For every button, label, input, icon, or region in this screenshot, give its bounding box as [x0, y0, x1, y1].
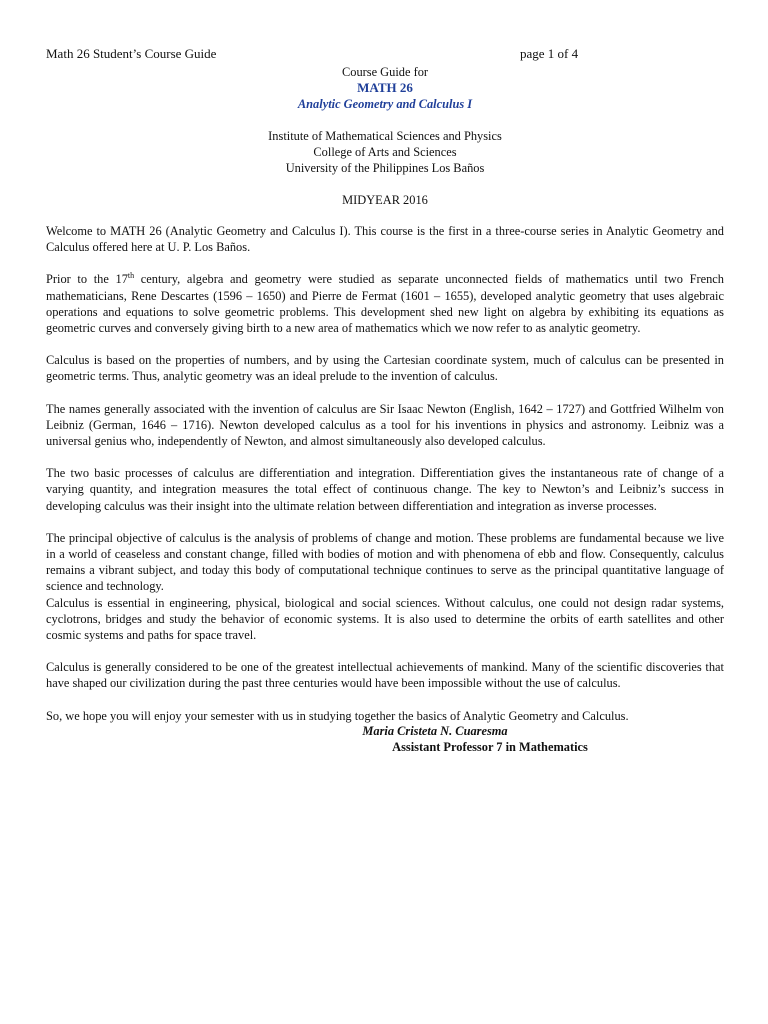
- paragraph-processes: The two basic processes of calculus are differentiation and integration. Differentiation gives the instantaneous rate of change of a varying quantity, and integration measures the total effect of continuous change. The key to Newton’s and Leibniz’s success in developing calculus was their insight into the ultimate relation between differentiation and integration as inverse processes.: [46, 466, 724, 513]
- paragraph-history: [46, 271, 724, 336]
- paragraph-cartesian: Calculus is based on the properties of numbers, and by using the Cartesian coordinate system, much of calculus can be presented in geometric terms. Thus, analytic geometry was an ideal prelude to the invention of calculus.: [46, 353, 724, 384]
- university-name: University of the Philippines Los Baños: [285, 161, 485, 175]
- college-name: College of Arts and Sciences: [313, 145, 457, 159]
- page-number: page 1 of 4: [520, 46, 579, 61]
- paragraph-achievement: Calculus is generally considered to be one of the greatest intellectual achievements of mankind. Many of the scientific discoveries that have shaped our civilization during the past three centuries would have been impossible without the use of calculus.: [46, 660, 724, 691]
- signatory-name: Maria Cristeta N. Cuaresma: [362, 723, 508, 738]
- course-guide-label: Course Guide for: [341, 65, 429, 79]
- signature-block: [46, 723, 724, 755]
- ordinal-suffix: th: [127, 271, 135, 281]
- course-code: MATH 26: [357, 80, 413, 95]
- body-text: [46, 223, 724, 724]
- paragraph-objective: The principal objective of calculus is the analysis of problems of change and motion. These problems are fundamental because we live in a world of ceaseless and constant change, filled with bodies of motion and with phenomena of ebb and flow. Consequently, calculus remains a vibrant subject, and today this body of computational technique continues to serve as the principal quantitative language of science and technology.: [46, 530, 724, 594]
- course-name: Analytic Geometry and Calculus I: [297, 97, 473, 111]
- institution-block: [46, 128, 724, 176]
- paragraph-applications: Calculus is essential in engineering, physical, biological and social sciences. Without calculus, one could not design radar systems, cyclotrons, bridges and study the behavior of economic systems. It is also used to determine the orbits of earth satellites and other cosmic systems and paths for space travel.: [46, 595, 724, 643]
- paragraph-welcome: Welcome to MATH 26 (Analytic Geometry and Calculus I). This course is the first in a three-course series in Analytic Geometry and Calculus offered here at U. P. Los Baños.: [46, 224, 724, 255]
- term-label: MIDYEAR 2016: [342, 193, 428, 207]
- institute-name: Institute of Mathematical Sciences and Physics: [268, 129, 502, 143]
- paragraph-history-start: Prior to the 17: [46, 272, 128, 287]
- paragraph-history-rest: century, algebra and geometry were studied as separate unconnected fields of mathematics until two French mathematicians, Rene Descartes (1596 – 1650) and Pierre de Fermat (1601 – 1655), developed analytic geometry that uses algebraic operations and equations to solve geometric problems. This development shed new light on algebra by exhibiting its equations as geometric curves and conversely giving birth to a new area of mathematics which we now refer to as analytic geometry.: [46, 272, 724, 336]
- document-title: Math 26 Student’s Course Guide: [46, 46, 217, 61]
- document-page: [46, 46, 724, 755]
- title-block: [46, 64, 724, 112]
- paragraph-inventors: The names generally associated with the invention of calculus are Sir Isaac Newton (English, 1642 – 1727) and Gottfried Wilhelm von Leibniz (German, 1646 – 1716). Newton developed calculus as a tool for his inventions in physics and astronomy. Leibniz was a universal genius who, independently of Newton, and almost simultaneously also developed calculus.: [46, 401, 724, 449]
- paragraph-closing: So, we hope you will enjoy your semester with us in studying together the basics of Analytic Geometry and Calculus.: [46, 708, 629, 723]
- running-header: [46, 46, 724, 64]
- signatory-position: Assistant Professor 7 in Mathematics: [392, 739, 588, 754]
